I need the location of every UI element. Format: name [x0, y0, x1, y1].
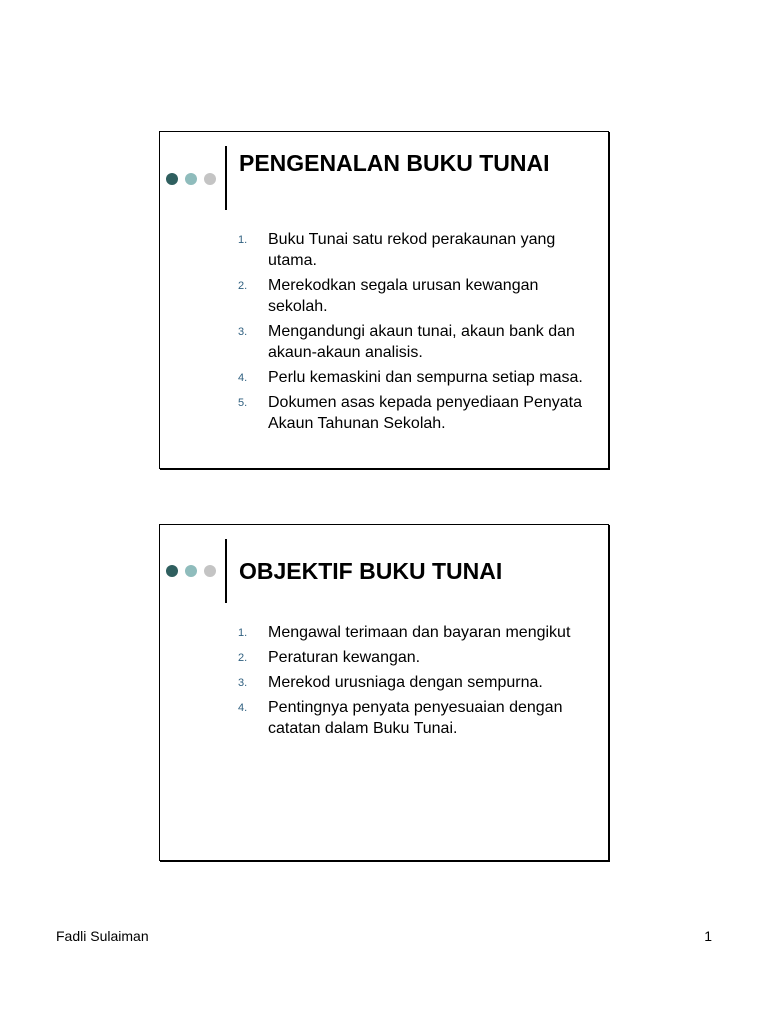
- list-text: Merekod urusniaga dengan sempurna.: [268, 674, 543, 691]
- slide-objektif: [159, 524, 609, 861]
- list-item: [232, 697, 598, 739]
- dot-mid-icon: [185, 173, 197, 185]
- list-number: 3.: [238, 677, 248, 689]
- dot-dark-icon: [166, 173, 178, 185]
- dot-light-icon: [204, 565, 216, 577]
- list-number: 3.: [238, 326, 248, 338]
- list-number: 1.: [238, 627, 248, 639]
- title-divider: [225, 539, 227, 603]
- list-item: [232, 229, 598, 271]
- slide-title: PENGENALAN BUKU TUNAI: [239, 150, 550, 176]
- dot-dark-icon: [166, 565, 178, 577]
- dot-mid-icon: [185, 565, 197, 577]
- list-item: [232, 622, 598, 643]
- slide-list: [232, 622, 598, 743]
- list-item: [232, 367, 598, 388]
- list-item: [232, 321, 598, 363]
- list-number: 2.: [238, 652, 248, 664]
- list-text: Buku Tunai satu rekod perakaunan yang utama.: [268, 231, 556, 269]
- list-text: Perlu kemaskini dan sempurna setiap masa.: [268, 369, 583, 386]
- title-divider: [225, 146, 227, 210]
- list-item: [232, 647, 598, 668]
- dot-light-icon: [204, 173, 216, 185]
- list-item: [232, 392, 598, 434]
- footer-author: Fadli Sulaiman: [56, 928, 149, 944]
- slide-list: [232, 229, 598, 438]
- list-item: [232, 672, 598, 693]
- list-number: 4.: [238, 372, 248, 384]
- list-number: 5.: [238, 397, 248, 409]
- list-text: Dokumen asas kepada penyediaan Penyata Akaun Tahunan Sekolah.: [268, 394, 582, 432]
- slide-title: OBJEKTIF BUKU TUNAI: [239, 558, 503, 584]
- list-text: Peraturan kewangan.: [268, 649, 421, 666]
- list-number: 4.: [238, 702, 248, 714]
- list-number: 1.: [238, 234, 248, 246]
- decorative-dots: [166, 173, 216, 185]
- page-number: 1: [704, 928, 712, 944]
- slide-pengenalan: [159, 131, 609, 469]
- list-number: 2.: [238, 280, 248, 292]
- list-item: [232, 275, 598, 317]
- list-text: Pentingnya penyata penyesuaian dengan catatan dalam Buku Tunai.: [268, 699, 563, 737]
- list-text: Mengawal terimaan dan bayaran mengikut: [268, 624, 571, 641]
- decorative-dots: [166, 565, 216, 577]
- list-text: Merekodkan segala urusan kewangan sekolah.: [268, 277, 539, 315]
- list-text: Mengandungi akaun tunai, akaun bank dan akaun-akaun analisis.: [268, 323, 575, 361]
